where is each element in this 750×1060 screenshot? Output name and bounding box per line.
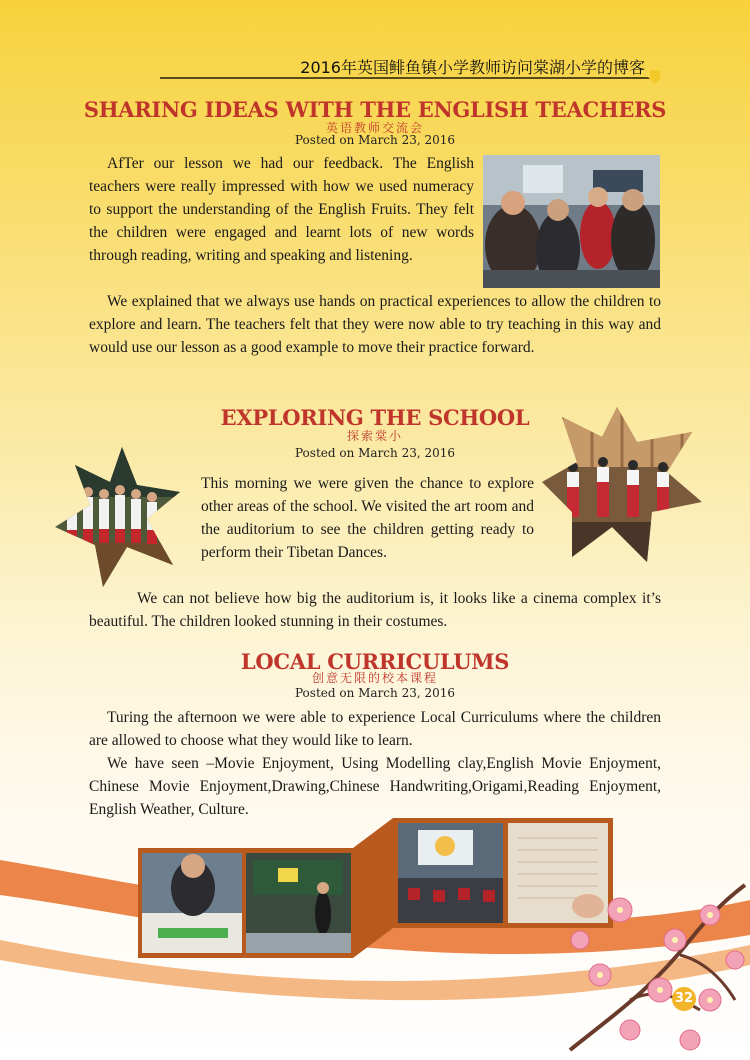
section-subtitle-exploring: 探索棠小: [346, 429, 403, 443]
star-photo-children-group: [55, 447, 185, 587]
paragraph-sharing-2: We explained that we always use hands on practical experiences to allow the children to explore and learn. The teachers felt that they were now able to try teaching in this way and would use our lesson as a good example to move their practice forward.: [89, 293, 661, 356]
posted-date-sharing: Posted on March 23, 2016: [294, 133, 456, 147]
paragraph-local-1: Turing the afternoon we were able to experience Local Curriculums where the children are allowed to choose what they would like to learn.: [89, 709, 661, 749]
plum-blossom-decoration: [560, 880, 750, 1060]
page-header-title: 2016年英国鲱鱼镇小学教师访问棠湖小学的博客: [300, 58, 645, 77]
header-rule: [160, 77, 655, 79]
posted-date-local: Posted on March 23, 2016: [294, 686, 456, 700]
photo-boy-drawing: [142, 853, 242, 953]
section-title-exploring: EXPLORING THE SCHOOL: [220, 405, 530, 430]
photo-teachers-meeting: [483, 155, 660, 288]
paragraph-exploring-2: We can not believe how big the auditorium is, it looks like a cinema complex it’s beautiful. The children looked stunning in their costumes.: [89, 590, 661, 630]
section-title-local: LOCAL CURRICULUMS: [240, 649, 510, 674]
arrow-down-icon: [648, 70, 662, 84]
section-subtitle-local: 创意无限的校本课程: [311, 671, 438, 685]
section-subtitle-sharing: 英语教师交流会: [325, 121, 424, 135]
film-strip-photos: [138, 818, 613, 963]
photo-classroom-teacher: [246, 853, 351, 953]
paragraph-local-2: We have seen –Movie Enjoyment, Using Modelling clay,English Movie Enjoyment, Chinese Movie Enjoyment,Drawing,Chinese Handwriting,Origami,Reading Enjoyment, English Weather, Culture.: [89, 755, 661, 818]
paragraph-exploring-1: This morning we were given the chance to explore other areas of the school. We visited the art room and the auditorium to see the children getting ready to perform their Tibetan Dances.: [201, 475, 534, 561]
star-photo-tibetan-dance: [542, 407, 702, 562]
section-title-sharing: SHARING IDEAS WITH THE ENGLISH TEACHERS: [83, 97, 667, 122]
posted-date-exploring: Posted on March 23, 2016: [294, 446, 456, 460]
page-number-badge: 32: [672, 987, 696, 1011]
paragraph-sharing-1: AfTer our lesson we had our feedback. The English teachers were really impressed with how we used numeracy to support the understanding of the English Fruits. They felt the children were engaged and learnt lots of new words through reading, writing and speaking and listening.: [89, 155, 474, 264]
photo-movie-class: [398, 823, 503, 923]
